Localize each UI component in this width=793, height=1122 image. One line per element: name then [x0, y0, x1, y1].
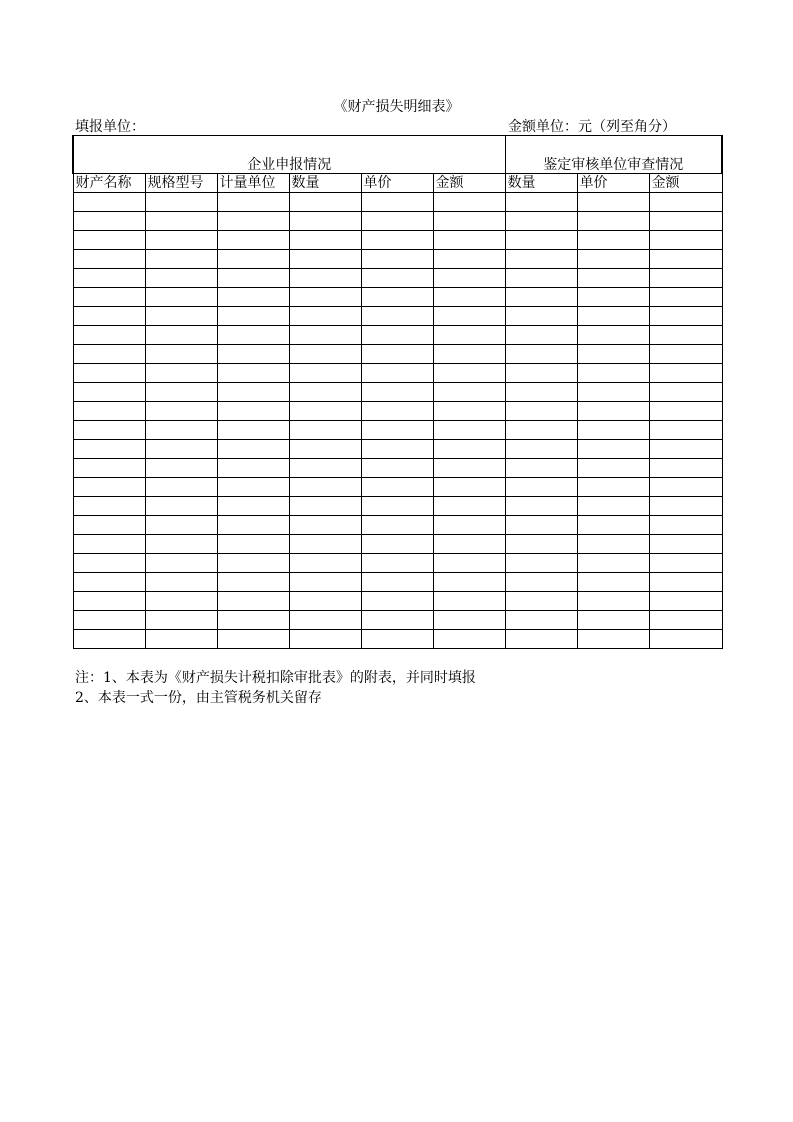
table-cell[interactable] — [505, 250, 577, 269]
table-cell[interactable] — [361, 440, 433, 459]
table-cell[interactable] — [505, 364, 577, 383]
table-cell[interactable] — [73, 193, 145, 212]
table-cell[interactable] — [361, 383, 433, 402]
table-row — [73, 307, 722, 326]
table-cell[interactable] — [577, 535, 649, 554]
table-cell[interactable] — [505, 440, 577, 459]
table-row — [73, 478, 722, 497]
table-row — [73, 516, 722, 535]
table-cell[interactable] — [217, 269, 289, 288]
table-cell[interactable] — [649, 288, 722, 307]
table-cell[interactable] — [505, 535, 577, 554]
table-cell[interactable] — [433, 535, 505, 554]
table-cell[interactable] — [361, 193, 433, 212]
table-cell[interactable] — [145, 516, 217, 535]
table-row — [73, 212, 722, 231]
table-cell[interactable] — [217, 193, 289, 212]
table-cell[interactable] — [73, 611, 145, 630]
table-cell[interactable] — [649, 307, 722, 326]
table-cell[interactable] — [145, 421, 217, 440]
table-cell[interactable] — [289, 402, 361, 421]
table-cell[interactable] — [145, 611, 217, 630]
table-cell[interactable] — [433, 459, 505, 478]
table-row — [73, 383, 722, 402]
table-cell[interactable] — [505, 478, 577, 497]
table-cell[interactable] — [649, 402, 722, 421]
table-cell[interactable] — [649, 573, 722, 592]
table-cell[interactable] — [433, 554, 505, 573]
table-row — [73, 611, 722, 630]
table-cell[interactable] — [649, 516, 722, 535]
table-cell[interactable] — [145, 269, 217, 288]
table-cell[interactable] — [73, 421, 145, 440]
table-cell[interactable] — [73, 364, 145, 383]
table-cell[interactable] — [289, 345, 361, 364]
table-cell[interactable] — [505, 307, 577, 326]
table-cell[interactable] — [577, 250, 649, 269]
table-cell[interactable] — [577, 592, 649, 611]
table-cell[interactable] — [649, 440, 722, 459]
table-cell[interactable] — [145, 250, 217, 269]
table-cell[interactable] — [289, 459, 361, 478]
table-cell[interactable] — [361, 250, 433, 269]
table-cell[interactable] — [289, 573, 361, 592]
table-cell[interactable] — [289, 497, 361, 516]
table-cell[interactable] — [505, 231, 577, 250]
table-cell[interactable] — [649, 231, 722, 250]
table-cell[interactable] — [361, 364, 433, 383]
table-cell[interactable] — [361, 478, 433, 497]
table-cell[interactable] — [577, 516, 649, 535]
table-row — [73, 288, 722, 307]
table-cell[interactable] — [361, 231, 433, 250]
table-cell[interactable] — [145, 535, 217, 554]
table-cell[interactable] — [289, 440, 361, 459]
table-row — [73, 402, 722, 421]
table-cell[interactable] — [577, 402, 649, 421]
table-cell[interactable] — [145, 497, 217, 516]
table-cell[interactable] — [145, 383, 217, 402]
table-cell[interactable] — [433, 611, 505, 630]
table-cell[interactable] — [505, 554, 577, 573]
table-cell[interactable] — [361, 326, 433, 345]
table-cell[interactable] — [73, 630, 145, 649]
column-header: 单价 — [361, 174, 433, 193]
table-cell[interactable] — [73, 554, 145, 573]
table-row — [73, 630, 722, 649]
table-cell[interactable] — [505, 630, 577, 649]
table-row — [73, 554, 722, 573]
amount-unit-label: 金额单位：元（列至角分） — [508, 119, 676, 135]
table-cell[interactable] — [217, 478, 289, 497]
table-cell[interactable] — [289, 630, 361, 649]
table-cell[interactable] — [649, 459, 722, 478]
table-cell[interactable] — [73, 326, 145, 345]
table-cell[interactable] — [145, 440, 217, 459]
table-cell[interactable] — [361, 288, 433, 307]
table-cell[interactable] — [73, 307, 145, 326]
table-cell[interactable] — [577, 231, 649, 250]
filling-unit-label: 填报单位： — [75, 119, 145, 135]
table-cell[interactable] — [433, 231, 505, 250]
table-cell[interactable] — [577, 440, 649, 459]
property-loss-table — [72, 135, 723, 649]
table-row — [73, 421, 722, 440]
table-cell[interactable] — [433, 193, 505, 212]
table-cell[interactable] — [361, 345, 433, 364]
table-cell[interactable] — [217, 402, 289, 421]
table-cell[interactable] — [505, 573, 577, 592]
column-header: 金额 — [649, 174, 722, 193]
column-header: 单价 — [577, 174, 649, 193]
table-cell[interactable] — [361, 307, 433, 326]
table-cell[interactable] — [433, 440, 505, 459]
table-cell[interactable] — [217, 459, 289, 478]
table-cell[interactable] — [145, 193, 217, 212]
table-cell[interactable] — [577, 307, 649, 326]
table-cell[interactable] — [649, 364, 722, 383]
table-row — [73, 573, 722, 592]
table-row — [73, 269, 722, 288]
table-cell[interactable] — [577, 611, 649, 630]
table-cell[interactable] — [145, 573, 217, 592]
table-cell[interactable] — [217, 630, 289, 649]
table-cell[interactable] — [361, 611, 433, 630]
table-cell[interactable] — [433, 326, 505, 345]
table-cell[interactable] — [289, 307, 361, 326]
table-cell[interactable] — [433, 421, 505, 440]
column-header-row — [73, 174, 722, 193]
table-cell[interactable] — [73, 459, 145, 478]
table-cell[interactable] — [649, 345, 722, 364]
column-header: 数量 — [505, 174, 577, 193]
table-cell[interactable] — [577, 288, 649, 307]
table-cell[interactable] — [577, 269, 649, 288]
table-cell[interactable] — [649, 269, 722, 288]
table-cell[interactable] — [217, 383, 289, 402]
table-cell[interactable] — [289, 326, 361, 345]
table-cell[interactable] — [649, 193, 722, 212]
table-cell[interactable] — [649, 535, 722, 554]
table-cell[interactable] — [577, 497, 649, 516]
table-cell[interactable] — [217, 364, 289, 383]
table-cell[interactable] — [145, 402, 217, 421]
form-title: 《财产损失明细表》 — [333, 99, 460, 115]
table-cell[interactable] — [505, 497, 577, 516]
table-cell[interactable] — [289, 288, 361, 307]
table-cell[interactable] — [505, 345, 577, 364]
column-header: 财产名称 — [73, 174, 145, 193]
table-cell[interactable] — [289, 212, 361, 231]
table-cell[interactable] — [577, 478, 649, 497]
table-cell[interactable] — [361, 554, 433, 573]
table-cell[interactable] — [145, 364, 217, 383]
table-row — [73, 535, 722, 554]
table-cell[interactable] — [217, 288, 289, 307]
table-cell[interactable] — [649, 592, 722, 611]
table-cell[interactable] — [289, 269, 361, 288]
table-cell[interactable] — [217, 554, 289, 573]
table-cell[interactable] — [289, 592, 361, 611]
table-row — [73, 459, 722, 478]
table-cell[interactable] — [145, 307, 217, 326]
column-header: 数量 — [289, 174, 361, 193]
table-cell[interactable] — [145, 592, 217, 611]
table-row — [73, 231, 722, 250]
table-cell[interactable] — [433, 402, 505, 421]
table-cell[interactable] — [505, 193, 577, 212]
table-cell[interactable] — [649, 326, 722, 345]
table-cell[interactable] — [505, 459, 577, 478]
table-cell[interactable] — [73, 440, 145, 459]
table-cell[interactable] — [361, 516, 433, 535]
table-cell[interactable] — [361, 497, 433, 516]
table-cell[interactable] — [289, 421, 361, 440]
table-cell[interactable] — [217, 326, 289, 345]
table-cell[interactable] — [217, 250, 289, 269]
table-cell[interactable] — [73, 288, 145, 307]
table-cell[interactable] — [577, 193, 649, 212]
table-cell[interactable] — [217, 345, 289, 364]
table-cell[interactable] — [505, 269, 577, 288]
table-row — [73, 193, 722, 212]
appraisal-review-header: 鉴定审核单位审查情况 — [505, 136, 722, 174]
table-cell[interactable] — [145, 288, 217, 307]
table-cell[interactable] — [433, 364, 505, 383]
table-cell[interactable] — [145, 459, 217, 478]
table-row — [73, 345, 722, 364]
table-cell[interactable] — [433, 212, 505, 231]
table-cell[interactable] — [433, 592, 505, 611]
table-cell[interactable] — [73, 212, 145, 231]
table-cell[interactable] — [361, 269, 433, 288]
table-cell[interactable] — [217, 421, 289, 440]
table-cell[interactable] — [433, 269, 505, 288]
table-cell[interactable] — [577, 459, 649, 478]
table-cell[interactable] — [217, 212, 289, 231]
table-cell[interactable] — [577, 326, 649, 345]
table-cell[interactable] — [217, 573, 289, 592]
table-cell[interactable] — [649, 611, 722, 630]
table-cell[interactable] — [505, 421, 577, 440]
table-cell[interactable] — [289, 193, 361, 212]
table-cell[interactable] — [289, 535, 361, 554]
table-cell[interactable] — [433, 573, 505, 592]
table-cell[interactable] — [505, 326, 577, 345]
table-cell[interactable] — [577, 212, 649, 231]
table-cell[interactable] — [433, 383, 505, 402]
table-row — [73, 364, 722, 383]
table-cell[interactable] — [145, 326, 217, 345]
table-cell[interactable] — [73, 345, 145, 364]
table-row — [73, 250, 722, 269]
table-cell[interactable] — [649, 421, 722, 440]
table-cell[interactable] — [577, 345, 649, 364]
table-cell[interactable] — [73, 573, 145, 592]
table-cell[interactable] — [649, 497, 722, 516]
table-cell[interactable] — [433, 288, 505, 307]
table-cell[interactable] — [649, 212, 722, 231]
table-cell[interactable] — [361, 592, 433, 611]
table-cell[interactable] — [217, 611, 289, 630]
table-cell[interactable] — [577, 554, 649, 573]
table-cell[interactable] — [505, 383, 577, 402]
table-cell[interactable] — [289, 554, 361, 573]
table-cell[interactable] — [649, 478, 722, 497]
table-cell[interactable] — [505, 516, 577, 535]
table-cell[interactable] — [73, 250, 145, 269]
table-row — [73, 592, 722, 611]
table-row — [73, 497, 722, 516]
table-cell[interactable] — [73, 402, 145, 421]
column-header: 规格型号 — [145, 174, 217, 193]
table-cell[interactable] — [361, 402, 433, 421]
table-cell[interactable] — [145, 554, 217, 573]
table-cell[interactable] — [433, 250, 505, 269]
table-cell[interactable] — [73, 592, 145, 611]
table-cell[interactable] — [577, 573, 649, 592]
table-cell[interactable] — [217, 535, 289, 554]
table-cell[interactable] — [289, 250, 361, 269]
table-cell[interactable] — [73, 497, 145, 516]
table-cell[interactable] — [73, 478, 145, 497]
table-cell[interactable] — [145, 478, 217, 497]
table-cell[interactable] — [73, 535, 145, 554]
table-cell[interactable] — [289, 364, 361, 383]
table-cell[interactable] — [361, 573, 433, 592]
table-cell[interactable] — [505, 592, 577, 611]
table-cell[interactable] — [73, 231, 145, 250]
table-cell[interactable] — [361, 212, 433, 231]
table-cell[interactable] — [217, 592, 289, 611]
group-header-row — [73, 136, 722, 174]
table-cell[interactable] — [217, 516, 289, 535]
table-cell[interactable] — [289, 478, 361, 497]
table-cell[interactable] — [505, 212, 577, 231]
table-cell[interactable] — [361, 421, 433, 440]
column-header: 计量单位 — [217, 174, 289, 193]
table-cell[interactable] — [577, 421, 649, 440]
table-cell[interactable] — [649, 383, 722, 402]
table-cell[interactable] — [649, 250, 722, 269]
table-cell[interactable] — [289, 383, 361, 402]
table-cell[interactable] — [361, 459, 433, 478]
table-cell[interactable] — [145, 231, 217, 250]
table-cell[interactable] — [433, 630, 505, 649]
table-cell[interactable] — [433, 516, 505, 535]
table-cell[interactable] — [217, 497, 289, 516]
table-cell[interactable] — [361, 630, 433, 649]
table-cell[interactable] — [577, 383, 649, 402]
note-line-1: 注：1、本表为《财产损失计税扣除审批表》的附表，并同时填报 — [75, 670, 476, 686]
table-row — [73, 326, 722, 345]
table-cell[interactable] — [649, 554, 722, 573]
table-cell[interactable] — [73, 516, 145, 535]
table-cell[interactable] — [649, 630, 722, 649]
column-header: 金额 — [433, 174, 505, 193]
table-cell[interactable] — [361, 535, 433, 554]
table-cell[interactable] — [577, 630, 649, 649]
table-cell[interactable] — [289, 611, 361, 630]
table-cell[interactable] — [145, 630, 217, 649]
table-cell[interactable] — [145, 345, 217, 364]
table-cell[interactable] — [505, 288, 577, 307]
table-cell[interactable] — [505, 402, 577, 421]
table-cell[interactable] — [145, 212, 217, 231]
table-cell[interactable] — [73, 269, 145, 288]
table-cell[interactable] — [73, 383, 145, 402]
enterprise-declaration-header: 企业申报情况 — [73, 136, 505, 174]
table-cell[interactable] — [217, 231, 289, 250]
table-cell[interactable] — [433, 497, 505, 516]
table-row — [73, 440, 722, 459]
table-cell[interactable] — [289, 231, 361, 250]
table-cell[interactable] — [433, 478, 505, 497]
table-cell[interactable] — [217, 440, 289, 459]
table-cell[interactable] — [433, 345, 505, 364]
table-cell[interactable] — [505, 611, 577, 630]
note-line-2: 2、本表一式一份，由主管税务机关留存 — [75, 690, 322, 706]
table-cell[interactable] — [289, 516, 361, 535]
table-cell[interactable] — [217, 307, 289, 326]
table-cell[interactable] — [577, 364, 649, 383]
table-cell[interactable] — [433, 307, 505, 326]
